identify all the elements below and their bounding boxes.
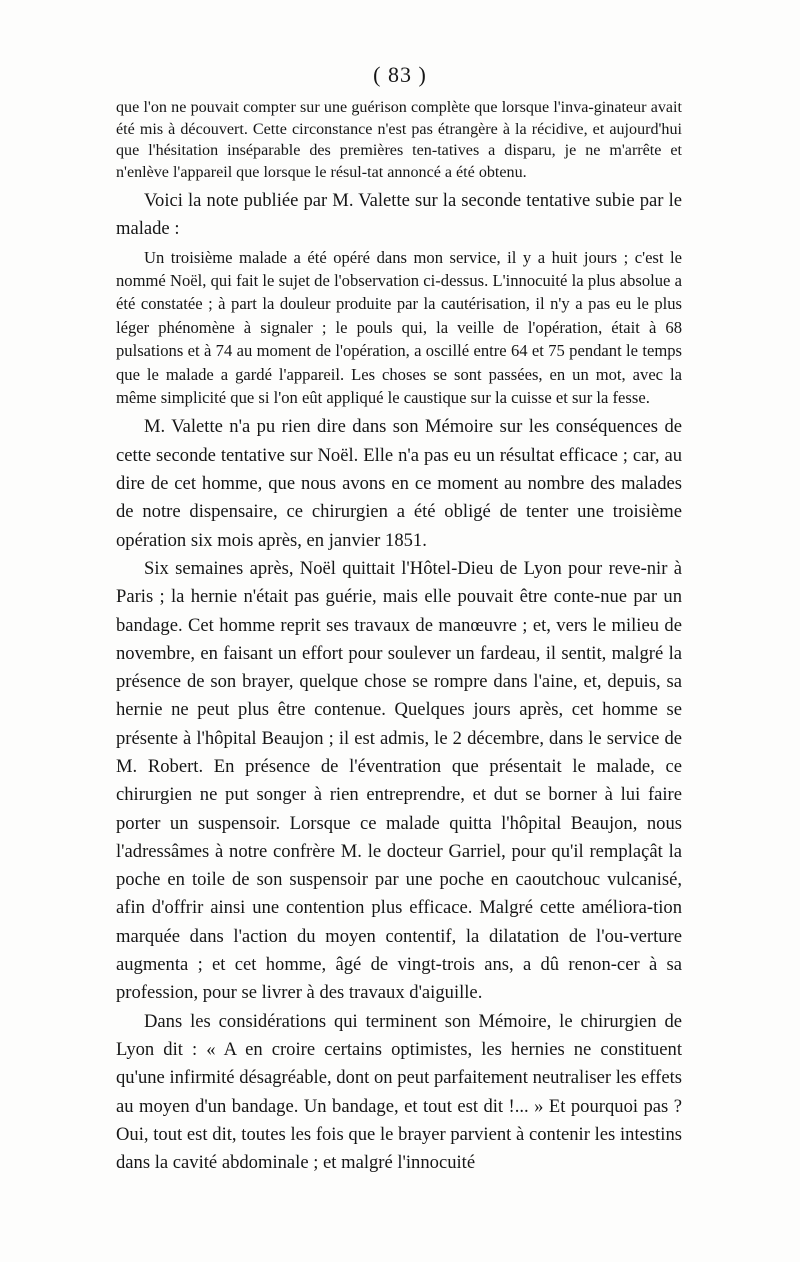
- paragraph-intro-note: Voici la note publiée par M. Valette sur la seconde tentative subie par le malade :: [116, 190, 682, 240]
- page-number: ( 83 ): [373, 62, 427, 87]
- paragraph-valette-memoir: M. Valette n'a pu rien dire dans son Mémoire sur les conséquences de cette seconde tentative sur Noël. Elle n'a pas eu un résultat efficace ; car, au dire de cet homme, que nous avons en ce moment au nombre des malades de notre dispensaire, ce chirurgien a été obligé de tenter une troisième opération six mois après, en janvier 1851.: [116, 416, 682, 551]
- paragraph-continuation: que l'on ne pouvait compter sur une guérison complète que lorsque l'inva-ginateur avait été mis à découvert. Cette circonstance n'est pas étrangère à la récidive, et aujourd'hui que l'hésitation inséparable des premières ten-tatives a disparu, je ne m'arrête et n'enlève l'appareil que lorsque le résul-tat annoncé a été obtenu.: [116, 99, 682, 181]
- quoted-note: Un troisième malade a été opéré dans mon service, il y a huit jours ; c'est le nommé Noël, qui fait le sujet de l'observation ci-dessus. L'innocuité la plus absolue a été constatée ; à part la douleur produite par la cautérisation, il n'y a pas eu le plus léger phénomène à signaler ; le pouls qui, la veille de l'opération, était à 68 pulsations et à 74 au moment de l'opération, a oscillé entre 64 et 75 pendant le temps que le malade a gardé l'appareil. Les choses se sont passées, en un mot, avec la même simplicité que si l'on eût appliqué le caustique sur la cuisse et sur la fesse.: [116, 247, 682, 408]
- page-body: [116, 97, 682, 1177]
- paragraph-noel-history: Six semaines après, Noël quittait l'Hôtel-Dieu de Lyon pour reve-nir à Paris ; la hernie n'était pas guérie, mais elle pouvait être conte-nue par un bandage. Cet homme reprit ses travaux de manœuvre ; et, vers le milieu de novembre, en faisant un effort pour soulever un fardeau, il sentit, malgré la présence de son brayer, quelque chose se rompre dans l'aine, et, depuis, sa hernie ne peut plus être contenue. Quelques jours après, cet homme se présente à l'hôpital Beaujon ; il est admis, le 2 décembre, dans le service de M. Robert. En présence de l'éventration que présentait le malade, ce chirurgien ne put songer à rien entreprendre, et dut se borner à lui faire porter un suspensoir. Lorsque ce malade quitta l'hôpital Beaujon, nous l'adressâmes à notre confrère M. le docteur Garriel, pour qu'il remplaçât la poche en toile de son suspensoir par une poche en caoutchouc vulcanisé, afin d'offrir ainsi une contention plus efficace. Malgré cette améliora-tion marquée dans l'action du moyen contentif, la dilatation de l'ou-verture augmenta ; et cet homme, âgé de vingt-trois ans, a dû renon-cer à sa profession, pour se livrer à des travaux d'aiguille.: [116, 557, 682, 1004]
- paragraph-considerations: Dans les considérations qui terminent son Mémoire, le chirurgien de Lyon dit : « A en croire certains optimistes, les hernies ne constituent qu'une infirmité désagréable, dont on peut parfaitement neutraliser les effets au moyen d'un bandage. Un bandage, et tout est dit !... » Et pourquoi pas ? Oui, tout est dit, toutes les fois que le brayer parvient à contenir les intestins dans la cavité abdominale ; et malgré l'innocuité: [116, 1010, 682, 1174]
